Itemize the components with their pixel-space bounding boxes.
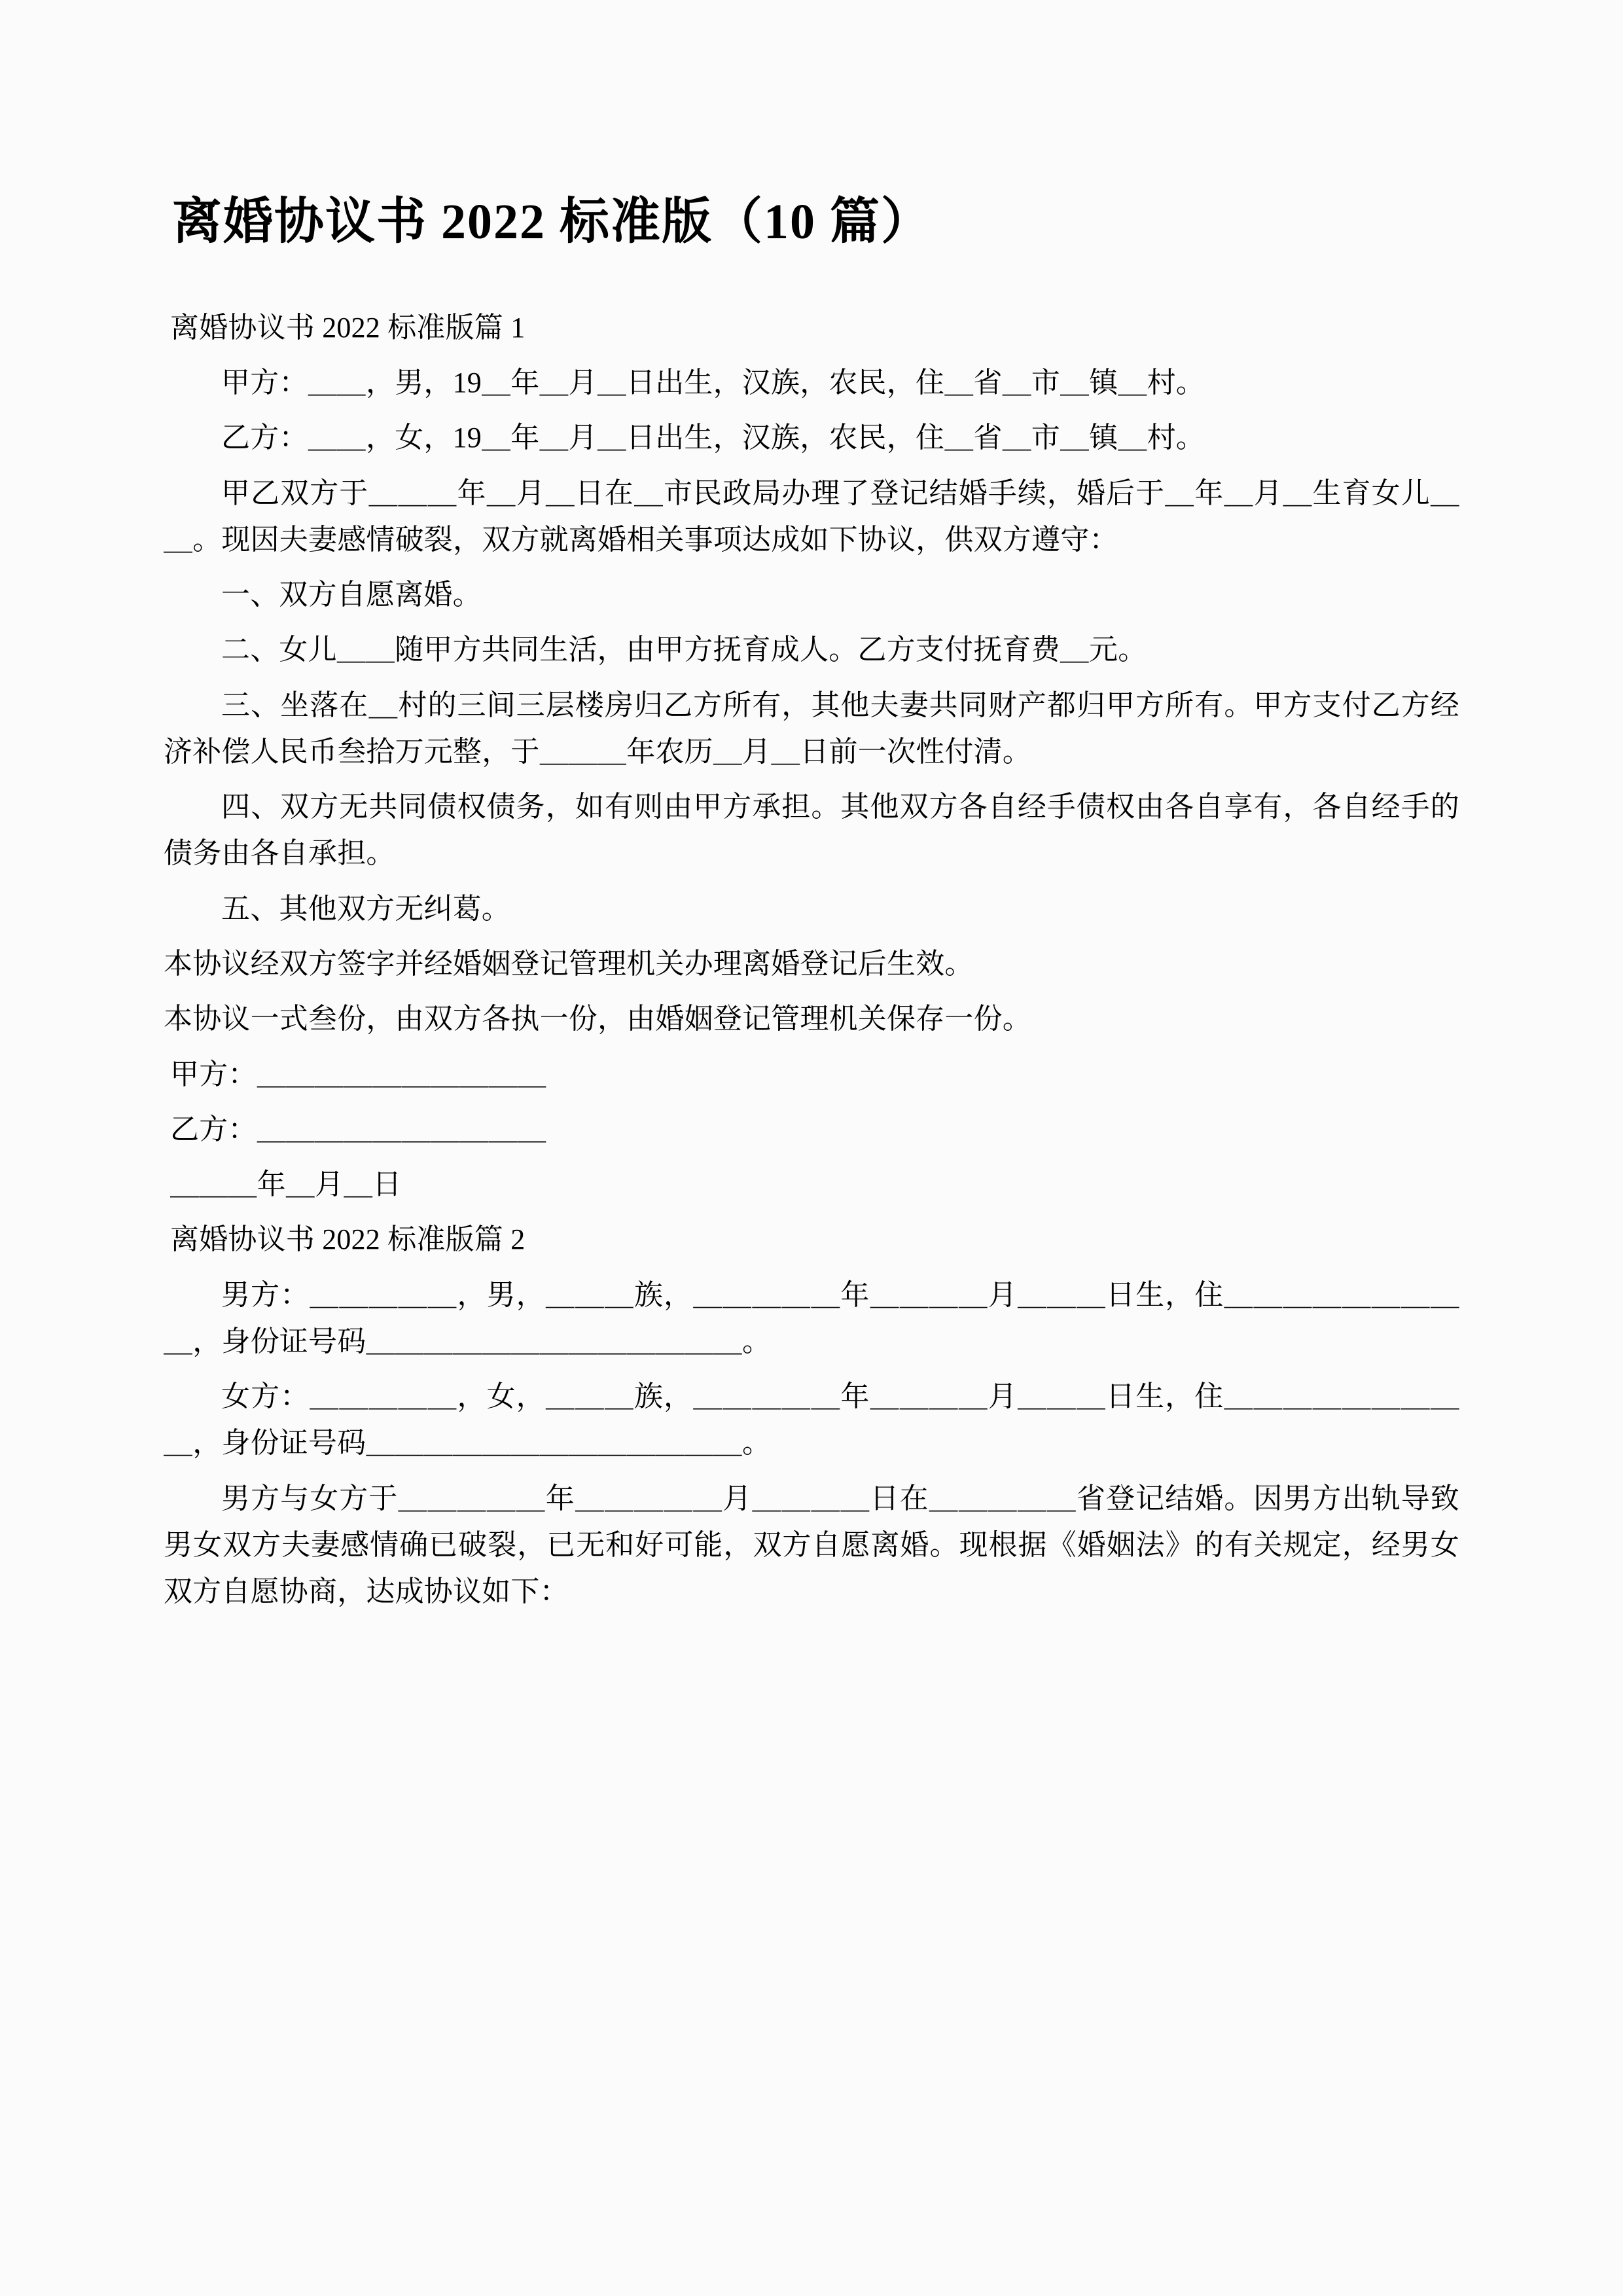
paragraph-party-a: 甲方：＿＿，男，19＿年＿月＿日出生，汉族，农民，住＿省＿市＿镇＿村。 — [221, 367, 1205, 399]
clause-two: 二、女儿＿＿随甲方共同生活，由甲方抚育成人。乙方支付抚育费＿元。 — [221, 634, 1147, 666]
document-body — [164, 304, 1459, 1615]
closing-copies-clause: 本协议一式叁份，由双方各执一份，由婚姻登记管理机关保存一份。 — [164, 1003, 1031, 1035]
paragraph-female-party: 女方：＿＿＿＿＿，女，＿＿＿族，＿＿＿＿＿年＿＿＿＿月＿＿＿日生，住＿＿＿＿＿＿＿＿＿，身份证号码＿＿＿＿＿＿＿＿＿＿＿＿＿。 — [164, 1380, 1459, 1460]
section-heading-1: 离婚协议书 2022 标准版篇 1 — [170, 311, 526, 344]
clause-four: 四、双方无共同债权债务，如有则由甲方承担。其他双方各自经手债权由各自享有，各自经手的债务由各自承担。 — [164, 791, 1459, 870]
clause-one: 一、双方自愿离婚。 — [221, 579, 482, 611]
signature-line-party-a: 甲方：＿＿＿＿＿＿＿＿＿＿ — [170, 1058, 546, 1090]
clause-five: 五、其他双方无纠葛。 — [221, 892, 510, 925]
paragraph-party-b: 乙方：＿＿，女，19＿年＿月＿日出生，汉族，农民，住＿省＿市＿镇＿村。 — [221, 422, 1205, 454]
paragraph-registration-background: 男方与女方于＿＿＿＿＿年＿＿＿＿＿月＿＿＿＿日在＿＿＿＿＿省登记结婚。因男方出轨导致男女双方夫妻感情确已破裂，已无和好可能，双方自愿离婚。现根据《婚姻法》的有关规定，经男女双方自愿协商，达成协议如下： — [164, 1482, 1459, 1608]
paragraph-marriage-background: 甲乙双方于＿＿＿年＿月＿日在＿市民政局办理了登记结婚手续，婚后于＿年＿月＿生育女儿＿＿。现因夫妻感情破裂，双方就离婚相关事项达成如下协议，供双方遵守： — [164, 476, 1459, 556]
signature-date-line: ＿＿＿年＿月＿日 — [170, 1168, 402, 1201]
page-content — [164, 0, 1459, 1623]
paragraph-male-party: 男方：＿＿＿＿＿，男，＿＿＿族，＿＿＿＿＿年＿＿＿＿月＿＿＿日生，住＿＿＿＿＿＿＿＿＿，身份证号码＿＿＿＿＿＿＿＿＿＿＿＿＿。 — [164, 1278, 1459, 1357]
signature-line-party-b: 乙方：＿＿＿＿＿＿＿＿＿＿ — [170, 1113, 546, 1145]
page-title: 离婚协议书 2022 标准版（10 篇） — [172, 194, 932, 249]
section-heading-2: 离婚协议书 2022 标准版篇 2 — [170, 1223, 526, 1256]
closing-effective-clause: 本协议经双方签字并经婚姻登记管理机关办理离婚登记后生效。 — [164, 947, 974, 980]
clause-three: 三、坐落在＿村的三间三层楼房归乙方所有，其他夫妻共同财产都归甲方所有。甲方支付乙方经济补偿人民币叁拾万元整，于＿＿＿年农历＿月＿日前一次性付清。 — [164, 689, 1459, 768]
